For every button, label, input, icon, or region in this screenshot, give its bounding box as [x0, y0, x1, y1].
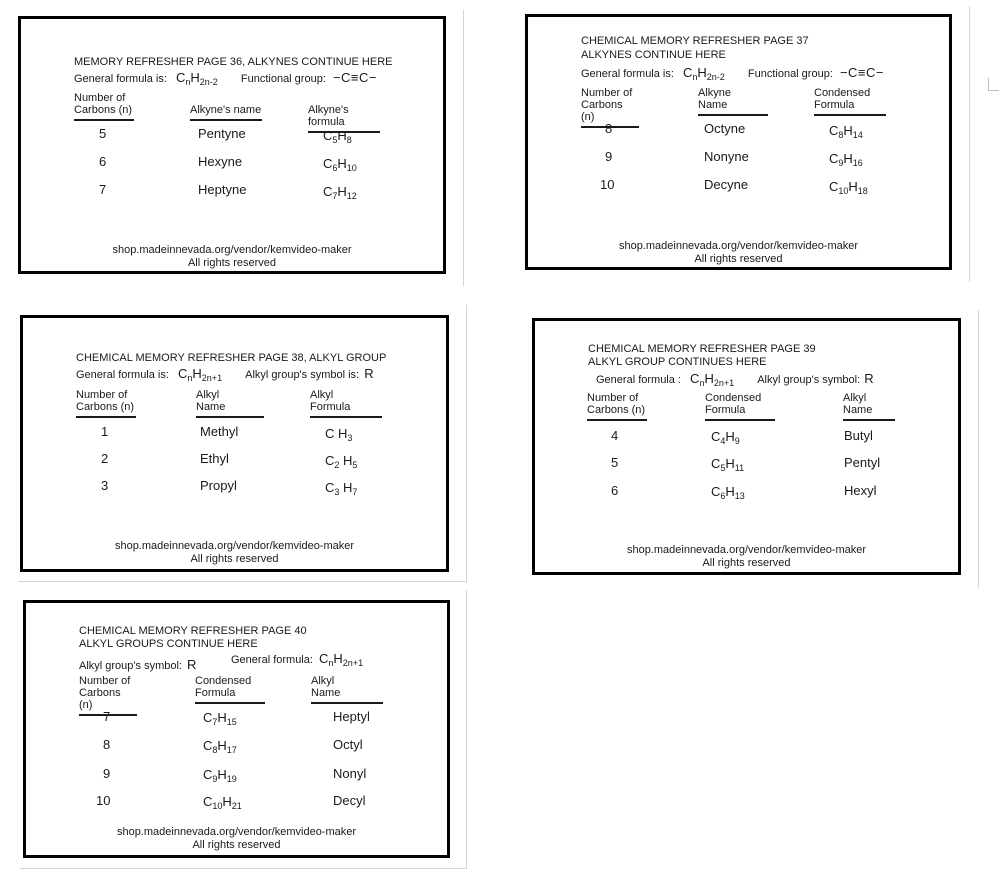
card-title: CHEMICAL MEMORY REFRESHER PAGE 40 — [79, 625, 307, 637]
footer-rights: All rights reserved — [702, 557, 791, 569]
symbol-line — [79, 657, 196, 672]
table-cell-formula: $C_6H_{10}$ — [323, 156, 357, 173]
table-cell-name: Heptyne — [198, 182, 247, 197]
footer-url: shop.madeinnevada.org/vendor/kemvideo-maker — [116, 826, 357, 838]
footer-url: shop.madeinnevada.org/vendor/kemvideo-maker — [114, 540, 355, 552]
table-cell-name: Nonyl — [333, 766, 367, 781]
table-cell-n: 8 — [103, 737, 111, 752]
table-cell-name: Ethyl — [200, 451, 229, 466]
table-cell-formula: $C_9H_{19}$ — [203, 767, 237, 784]
general-formula-label: General formula is: — [76, 369, 169, 381]
table-cell-n: 9 — [103, 766, 111, 781]
footer-rights: All rights reserved — [694, 253, 783, 265]
functional-group-value: −C≡C− — [839, 65, 884, 80]
table-cell-n: 6 — [611, 483, 619, 498]
table-cell-name: Octyl — [333, 737, 363, 752]
table-cell-name: Methyl — [200, 424, 239, 439]
table-cell-n: 6 — [99, 154, 107, 169]
column-header-name: Alkyl Name — [311, 675, 383, 704]
table-cell-n: 2 — [101, 451, 109, 466]
table-cell-formula: $C_6H_{13}$ — [711, 484, 745, 501]
refresher-card-page-36 — [18, 16, 446, 274]
functional-group-label: Functional group: — [240, 73, 326, 85]
table-cell-n: 7 — [99, 182, 107, 197]
general-formula-label: General formula is: — [581, 68, 674, 80]
footer-url: shop.madeinnevada.org/vendor/kemvideo-maker — [626, 544, 867, 556]
column-header-carbons: Number of Carbons (n) — [79, 675, 137, 716]
table-cell-n: 4 — [611, 428, 619, 443]
general-formula-label: General formula : — [596, 374, 681, 386]
general-formula: $C_nH_{2n+1}$ — [319, 651, 364, 668]
column-header-name: Alkyne Name — [698, 87, 768, 116]
card-subtitle: ALKYNES CONTINUE HERE — [581, 49, 726, 61]
card-title: MEMORY REFRESHER PAGE 36, ALKYNES CONTINUE HERE — [74, 56, 393, 68]
symbol-label: Alkyl group's symbol: — [757, 374, 861, 386]
card-title: CHEMICAL MEMORY REFRESHER PAGE 38, ALKYL GROUP — [76, 352, 387, 364]
table-cell-formula: $C_4H_9$ — [711, 429, 740, 446]
general-formula: $C_nH_{2n+1}$ — [178, 366, 223, 383]
card-title: CHEMICAL MEMORY REFRESHER PAGE 37 — [581, 35, 809, 47]
sheet-edge — [466, 590, 467, 868]
general-formula-line — [76, 366, 374, 381]
table-cell-formula: $C_2$ $H_5$ — [325, 453, 358, 470]
general-formula: $C_nH_{2n-2}$ — [683, 65, 725, 82]
card-subtitle: ALKYL GROUPS CONTINUE HERE — [79, 638, 258, 650]
sheet-edge — [18, 581, 467, 582]
column-header-formula: Condensed Formula — [705, 392, 775, 421]
sheet-edge — [978, 310, 979, 588]
column-header-carbons: Number of Carbons (n) — [74, 92, 134, 121]
sheet-edge — [466, 305, 467, 583]
general-formula-line — [581, 65, 884, 80]
sheet-edge — [463, 10, 464, 286]
footer-rights: All rights reserved — [187, 257, 277, 269]
column-header-carbons: Number of Carbons (n) — [76, 389, 136, 418]
table-cell-formula: $C_7H_{15}$ — [203, 710, 237, 727]
general-formula-line — [74, 70, 377, 85]
refresher-card-page-37 — [525, 14, 952, 270]
general-formula: $C_nH_{2n-2}$ — [176, 70, 218, 87]
general-formula-line — [231, 651, 363, 666]
column-header-formula: Alkyl Formula — [310, 389, 382, 418]
table-cell-n: 10 — [96, 793, 111, 808]
table-cell-name: Pentyne — [198, 126, 246, 141]
column-header-formula: Condensed Formula — [814, 87, 886, 116]
table-cell-formula: $C_5H_8$ — [323, 128, 352, 145]
general-formula: $C_nH_{2n+1}$ — [690, 371, 735, 388]
table-cell-formula: $C_8H_{14}$ — [829, 123, 863, 140]
column-header-name: Alkyl Name — [196, 389, 264, 418]
sheet-edge — [969, 6, 970, 282]
table-cell-name: Pentyl — [844, 455, 881, 470]
symbol-value: R — [864, 371, 874, 386]
functional-group-value: −C≡C− — [332, 70, 377, 85]
footer-url: shop.madeinnevada.org/vendor/kemvideo-maker — [112, 244, 352, 256]
table-cell-formula: $C_5H_{11}$ — [711, 456, 745, 473]
column-header-name: Alkyl Name — [843, 392, 895, 421]
footer-rights: All rights reserved — [192, 839, 281, 851]
table-cell-name: Butyl — [844, 428, 873, 443]
table-cell-n: 7 — [103, 709, 111, 724]
refresher-card-page-38 — [20, 315, 449, 572]
table-cell-n: 5 — [611, 455, 619, 470]
table-cell-formula: $C_9H_{16}$ — [829, 151, 863, 168]
table-cell-name: Heptyl — [333, 709, 370, 724]
refresher-card-page-40 — [23, 600, 450, 858]
column-header-formula: Alkyne's formula — [308, 104, 380, 133]
table-cell-n: 10 — [600, 177, 615, 192]
table-cell-name: Propyl — [200, 478, 237, 493]
symbol-value: R — [364, 366, 374, 381]
symbol-label: Alkyl group's symbol: — [79, 660, 182, 672]
page-corner-mark — [988, 78, 999, 91]
column-header-formula: Condensed Formula — [195, 675, 265, 704]
symbol-label: Alkyl group's symbol is: — [245, 369, 360, 381]
general-formula-label: General formula: — [231, 654, 313, 666]
table-cell-name: Octyne — [704, 121, 746, 136]
functional-group-label: Functional group: — [747, 68, 833, 80]
table-cell-n: 8 — [605, 121, 613, 136]
sheet-edge — [20, 868, 467, 869]
table-cell-name: Hexyl — [844, 483, 877, 498]
footer-url: shop.madeinnevada.org/vendor/kemvideo-maker — [618, 240, 859, 252]
table-cell-name: Decyne — [704, 177, 749, 192]
symbol-value: R — [187, 657, 197, 672]
table-cell-formula: $C_8H_{17}$ — [203, 738, 237, 755]
general-formula-line — [596, 371, 874, 386]
table-cell-formula: $C_7H_{12}$ — [323, 184, 357, 201]
table-cell-name: Decyl — [333, 793, 366, 808]
refresher-card-page-39 — [532, 318, 961, 575]
table-cell-name: Hexyne — [198, 154, 243, 169]
column-header-name: Alkyne's name — [190, 104, 262, 121]
table-cell-formula: $C_{10}H_{18}$ — [829, 179, 868, 196]
table-cell-formula: $C_{10}H_{21}$ — [203, 794, 242, 811]
table-cell-n: 1 — [101, 424, 109, 439]
column-header-carbons: Number of Carbons (n) — [581, 87, 639, 128]
table-cell-n: 3 — [101, 478, 109, 493]
card-title: CHEMICAL MEMORY REFRESHER PAGE 39 — [588, 343, 816, 355]
card-subtitle: ALKYL GROUP CONTINUES HERE — [588, 356, 767, 368]
column-header-carbons: Number of Carbons (n) — [587, 392, 647, 421]
table-cell-formula: $C_3$ $H_7$ — [325, 480, 358, 497]
footer-rights: All rights reserved — [190, 553, 279, 565]
table-cell-formula: C $H_3$ — [325, 426, 353, 443]
table-cell-n: 5 — [99, 126, 107, 141]
table-cell-name: Nonyne — [704, 149, 749, 164]
table-cell-n: 9 — [605, 149, 613, 164]
general-formula-label: General formula is: — [74, 73, 167, 85]
